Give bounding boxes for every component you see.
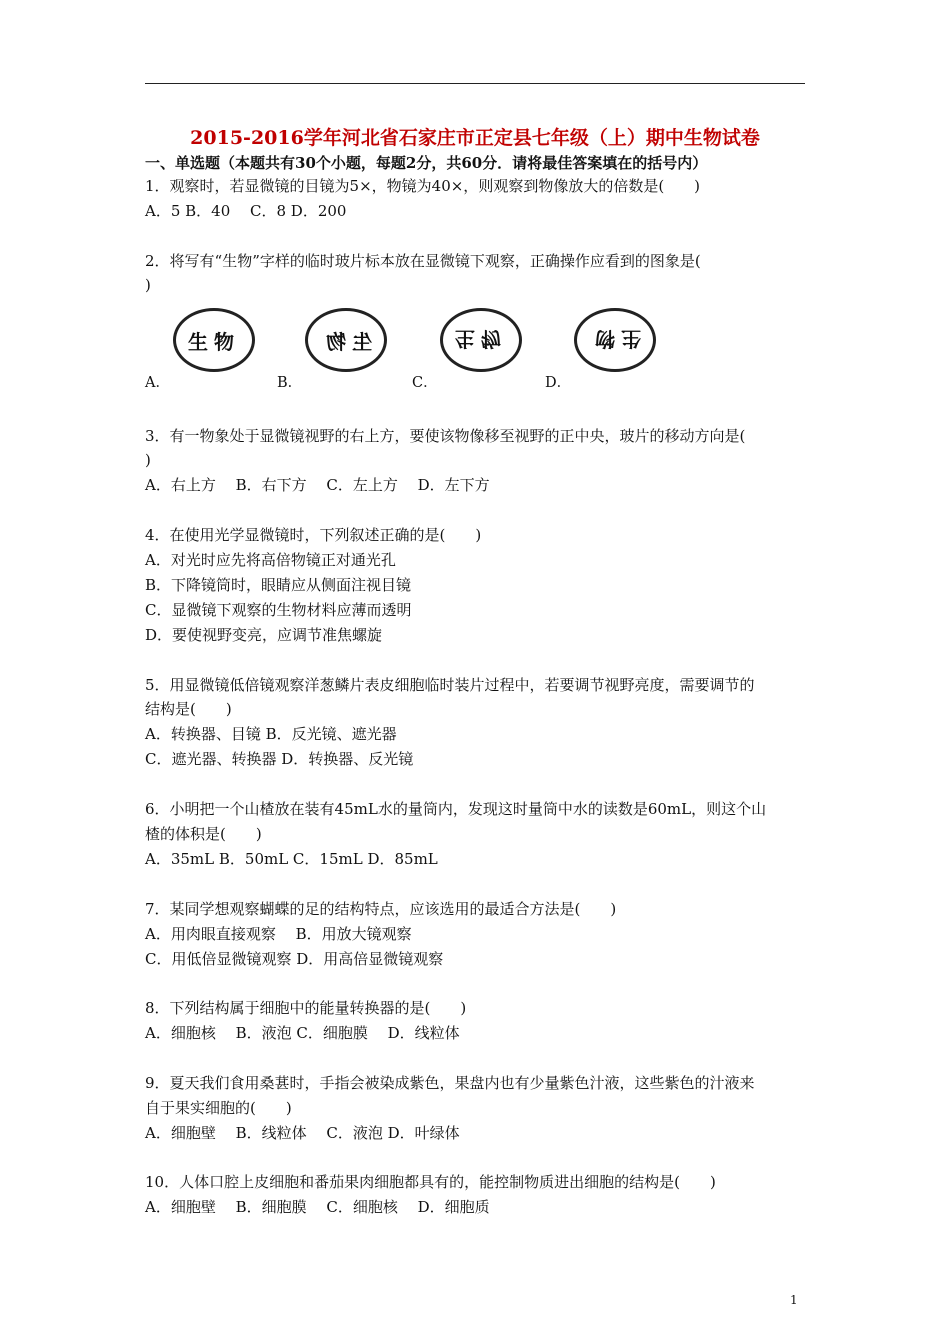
question-1-stem: 1．观察时，若显微镜的目镜为5×，物镜为40×，则观察到物像放大的倍数是( ) (145, 177, 701, 195)
header-rule (145, 83, 805, 84)
question-6-stem: 6．小明把一个山楂放在装有45mL水的量筒内，发现这时量筒中水的读数是60mL，则这个山 (145, 800, 767, 818)
question-4-option-c: C．显微镜下观察的生物材料应薄而透明 (145, 601, 412, 619)
option-c-image (440, 308, 522, 372)
question-9-options: A．细胞壁 B．线粒体 C．液泡 D．叶绿体 (145, 1124, 460, 1142)
question-4-option-a: A．对光时应先将高倍物镜正对通光孔 (145, 551, 396, 569)
question-7-options-cd: C．用低倍显微镜观察 D．用高倍显微镜观察 (145, 950, 444, 968)
question-8-options: A．细胞核 B．液泡 C．细胞膜 D．线粒体 (145, 1024, 460, 1042)
question-4-stem: 4．在使用光学显微镜时，下列叙述正确的是( ) (145, 526, 482, 544)
question-2-stem: 2．将写有“生物”字样的临时玻片标本放在显微镜下观察，正确操作应看到的图象是( (145, 252, 701, 270)
question-6-options: A．35mL B．50mL C．15mL D．85mL (145, 850, 438, 868)
option-a-label: A． (145, 375, 170, 391)
option-a-image (173, 308, 255, 372)
question-3-stem-end: ) (145, 451, 151, 469)
question-1-options: A．5 B．40 C．8 D．200 (145, 202, 347, 220)
option-d-label: D． (545, 375, 572, 391)
question-9-stem: 9．夏天我们食用桑葚时，手指会被染成紫色，果盘内也有少量紫色汁液，这些紫色的汁液来 (145, 1074, 755, 1092)
option-a-image-text: 生物 (188, 329, 240, 354)
question-10-stem: 10．人体口腔上皮细胞和番茄果肉细胞都具有的，能控制物质进出细胞的结构是( ) (145, 1173, 716, 1191)
option-b-image-text: 生物 (320, 329, 372, 354)
option-b-image (305, 308, 387, 372)
question-5-options-ab: A．转换器、目镜 B．反光镜、遮光器 (145, 725, 397, 743)
exam-title: 2015-2016学年河北省石家庄市正定县七年级（上）期中生物试卷 (190, 127, 760, 149)
question-4-option-b: B．下降镜筒时，眼睛应从侧面注视目镜 (145, 576, 412, 594)
question-8-stem: 8．下列结构属于细胞中的能量转换器的是( ) (145, 999, 467, 1017)
question-6-stem-end: 楂的体积是( ) (145, 825, 262, 843)
option-d-image-text: 生物 (589, 326, 641, 351)
question-3-stem: 3．有一物象处于显微镜视野的右上方，要使该物像移至视野的正中央，玻片的移动方向是( (145, 427, 746, 445)
option-c-label: C． (412, 375, 438, 391)
question-2-stem-end: ) (145, 276, 151, 294)
question-7-stem: 7．某同学想观察蝴蝶的足的结构特点，应该选用的最适合方法是( ) (145, 900, 617, 918)
question-5-stem-end: 结构是( ) (145, 700, 232, 718)
section-heading: 一、单选题（本题共有30个小题，每题2分，共60分．请将最佳答案填在的括号内） (145, 154, 708, 172)
option-c-image-text: 生物 (455, 326, 507, 351)
question-3-options: A．右上方 B．右下方 C．左上方 D．左下方 (145, 476, 490, 494)
option-b-label: B． (277, 375, 303, 391)
question-7-options-ab: A．用肉眼直接观察 B．用放大镜观察 (145, 925, 412, 943)
question-10-options: A．细胞壁 B．细胞膜 C．细胞核 D．细胞质 (145, 1198, 490, 1216)
question-5-stem: 5．用显微镜低倍镜观察洋葱鳞片表皮细胞临时装片过程中，若要调节视野亮度，需要调节的 (145, 676, 755, 694)
question-4-option-d: D．要使视野变亮，应调节准焦螺旋 (145, 626, 383, 644)
page-number: 1 (790, 1293, 798, 1307)
question-9-stem-end: 自于果实细胞的( ) (145, 1099, 292, 1117)
option-d-image (574, 308, 656, 372)
question-5-options-cd: C．遮光器、转换器 D．转换器、反光镜 (145, 750, 414, 768)
